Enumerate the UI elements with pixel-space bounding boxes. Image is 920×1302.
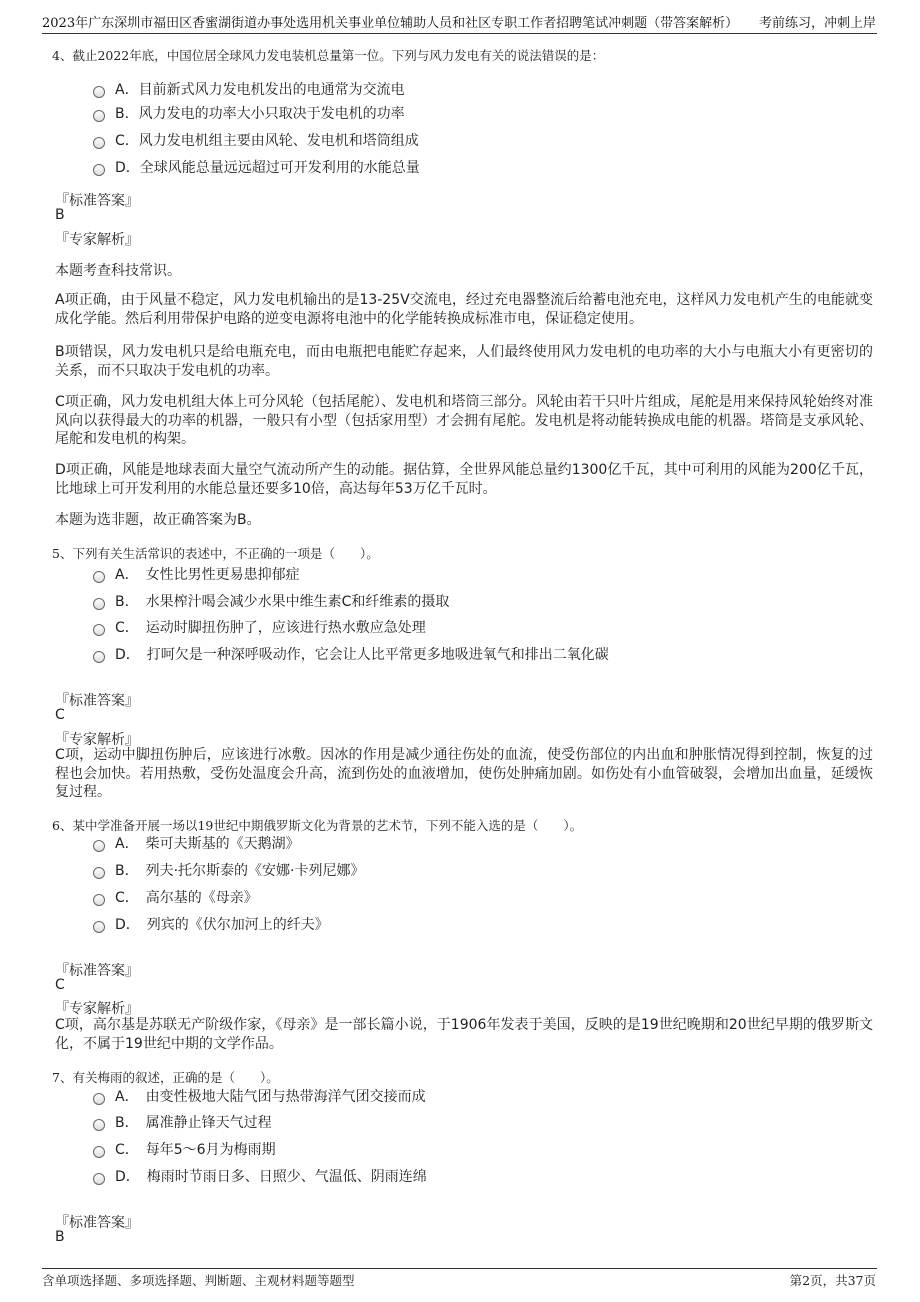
- option-label: A． 女性比男性更易患抑郁症: [115, 567, 300, 583]
- option-label: A．目前新式风力发电机发出的电通常为交流电: [115, 82, 405, 98]
- answer-option[interactable]: [93, 1139, 276, 1159]
- answer-option[interactable]: [93, 833, 300, 853]
- question-stem: 7、有关梅雨的叙述，正确的是（ ）。: [52, 1070, 279, 1085]
- header-slogan: 考前练习，冲刺上岸: [758, 16, 876, 31]
- question-stem: 4、截止2022年底，中国位居全球风力发电装机总量第一位。下列与风力发电有关的说法错误的是：: [52, 48, 605, 63]
- radio-button-icon[interactable]: [93, 624, 105, 636]
- analysis-paragraph: D项正确，风能是地球表面大量空气流动所产生的动能。据估算，全世界风能总量约1300亿千瓦，其中可利用的风能为200亿千瓦，比地球上可开发利用的水能总量还要多10倍，高达每年53万亿千瓦时。: [55, 462, 873, 497]
- answer-option[interactable]: [93, 564, 300, 584]
- question-stem: 6、某中学准备开展一场以19世纪中期俄罗斯文化为背景的艺术节，下列不能入选的是（ ）。: [52, 818, 583, 833]
- standard-answer-label: 『标准答案』: [55, 1215, 139, 1231]
- analysis-paragraph: 本题考查科技常识。: [55, 263, 181, 279]
- option-label: C． 每年5～6月为梅雨期: [115, 1142, 276, 1158]
- radio-button-icon[interactable]: [93, 110, 105, 122]
- standard-answer-value: C: [55, 977, 65, 993]
- radio-button-icon[interactable]: [93, 571, 105, 583]
- option-label: B． 属准静止锋天气过程: [115, 1115, 272, 1131]
- footer-question-types: 含单项选择题、多项选择题、判断题、主观材料题等题型: [42, 1273, 355, 1288]
- option-label: D． 梅雨时节雨日多、日照少、气温低、阴雨连绵: [115, 1169, 427, 1185]
- option-label: D． 列宾的《伏尔加河上的纤夫》: [115, 917, 329, 933]
- expert-analysis-label: 『专家解析』: [55, 732, 139, 748]
- option-label: A． 由变性极地大陆气团与热带海洋气团交接而成: [115, 1089, 426, 1105]
- radio-button-icon[interactable]: [93, 1093, 105, 1105]
- answer-option[interactable]: [93, 1166, 427, 1186]
- option-label: C． 高尔基的《母亲》: [115, 890, 258, 906]
- radio-button-icon[interactable]: [93, 137, 105, 149]
- analysis-paragraph: C项，高尔基是苏联无产阶级作家，《母亲》是一部长篇小说，于1906年发表于美国，反映的是19世纪晚期和20世纪早期的俄罗斯文化，不属于19世纪中期的文学作品。: [55, 1017, 873, 1052]
- radio-button-icon[interactable]: [93, 598, 105, 610]
- option-label: A． 柴可夫斯基的《天鹅湖》: [115, 836, 300, 852]
- standard-answer-label: 『标准答案』: [55, 963, 139, 979]
- radio-button-icon[interactable]: [93, 1119, 105, 1131]
- answer-option[interactable]: [93, 1086, 426, 1106]
- analysis-paragraph: A项正确，由于风量不稳定，风力发电机输出的是13-25V交流电，经过充电器整流后给蓄电池充电，这样风力发电机产生的电能就变成化学能。然后利用带保护电路的逆变电源将电池中的化学能转换成标准市电，保证稳定使用。: [55, 292, 873, 327]
- option-label: D．全球风能总量远远超过可开发利用的水能总量: [115, 160, 420, 176]
- answer-option[interactable]: [93, 103, 405, 123]
- answer-option[interactable]: [93, 79, 405, 99]
- expert-analysis-label: 『专家解析』: [55, 1001, 139, 1017]
- footer-rule: [42, 1268, 877, 1269]
- standard-answer-label: 『标准答案』: [55, 693, 139, 709]
- question-stem: 5、下列有关生活常识的表述中，不正确的一项是（ ）。: [52, 546, 379, 561]
- analysis-paragraph: C项，运动中脚扭伤肿后，应该进行冰敷。因冰的作用是减少通往伤处的血流，使受伤部位的内出血和肿胀情况得到控制，恢复的过程也会加快。若用热敷，受伤处温度会升高，流到伤处的血液增加，使伤处肿痛加剧。如伤处有小血管破裂，会增加出血量，延缓恢复过程。: [55, 747, 873, 800]
- answer-option[interactable]: [93, 130, 419, 150]
- option-label: D． 打呵欠是一种深呼吸动作，它会让人比平常更多地吸进氧气和排出二氧化碳: [115, 647, 609, 663]
- answer-option[interactable]: [93, 644, 609, 664]
- answer-option[interactable]: [93, 1112, 272, 1132]
- radio-button-icon[interactable]: [93, 651, 105, 663]
- radio-button-icon[interactable]: [93, 921, 105, 933]
- analysis-paragraph: 本题为选非题，故正确答案为B。: [55, 512, 261, 528]
- standard-answer-label: 『标准答案』: [55, 193, 139, 209]
- analysis-paragraph: C项正确，风力发电机组大体上可分风轮（包括尾舵）、发电机和塔筒三部分。风轮由若干只叶片组成，尾舵是用来保持风轮始终对准风向以获得最大的功率的机器，一般只有小型（包括家用型）才会拥有尾舵。发电机是将动能转换成电能的机器。塔筒是支承风轮、尾舵和发电机的构架。: [55, 394, 873, 447]
- answer-option[interactable]: [93, 887, 258, 907]
- option-label: B． 列夫·托尔斯泰的《安娜·卡列尼娜》: [115, 863, 365, 879]
- option-label: B． 水果榨汁喝会减少水果中维生素C和纤维素的摄取: [115, 594, 450, 610]
- standard-answer-value: C: [55, 707, 65, 723]
- answer-option[interactable]: [93, 591, 449, 611]
- option-label: B．风力发电的功率大小只取决于发电机的功率: [115, 106, 405, 122]
- radio-button-icon[interactable]: [93, 867, 105, 879]
- option-label: C．风力发电机组主要由风轮、发电机和塔筒组成: [115, 133, 419, 149]
- header-rule: [42, 33, 877, 34]
- document-title: 2023年广东深圳市福田区香蜜湖街道办事处选用机关事业单位辅助人员和社区专职工作者招聘笔试冲刺题（带答案解析）: [42, 16, 739, 31]
- radio-button-icon[interactable]: [93, 840, 105, 852]
- option-label: C． 运动时脚扭伤肿了，应该进行热水敷应急处理: [115, 620, 426, 636]
- standard-answer-value: B: [55, 1229, 65, 1245]
- analysis-paragraph: B项错误，风力发电机只是给电瓶充电，而由电瓶把电能贮存起来，人们最终使用风力发电机的电功率的大小与电瓶大小有更密切的关系，而不只取决于发电机的功率。: [55, 344, 873, 379]
- radio-button-icon[interactable]: [93, 86, 105, 98]
- radio-button-icon[interactable]: [93, 894, 105, 906]
- page-number: 第2页，共37页: [789, 1273, 876, 1288]
- radio-button-icon[interactable]: [93, 1173, 105, 1185]
- answer-option[interactable]: [93, 860, 365, 880]
- radio-button-icon[interactable]: [93, 1146, 105, 1158]
- expert-analysis-label: 『专家解析』: [55, 232, 139, 248]
- answer-option[interactable]: [93, 617, 426, 637]
- standard-answer-value: B: [55, 207, 65, 223]
- answer-option[interactable]: [93, 157, 420, 177]
- answer-option[interactable]: [93, 914, 329, 934]
- radio-button-icon[interactable]: [93, 164, 105, 176]
